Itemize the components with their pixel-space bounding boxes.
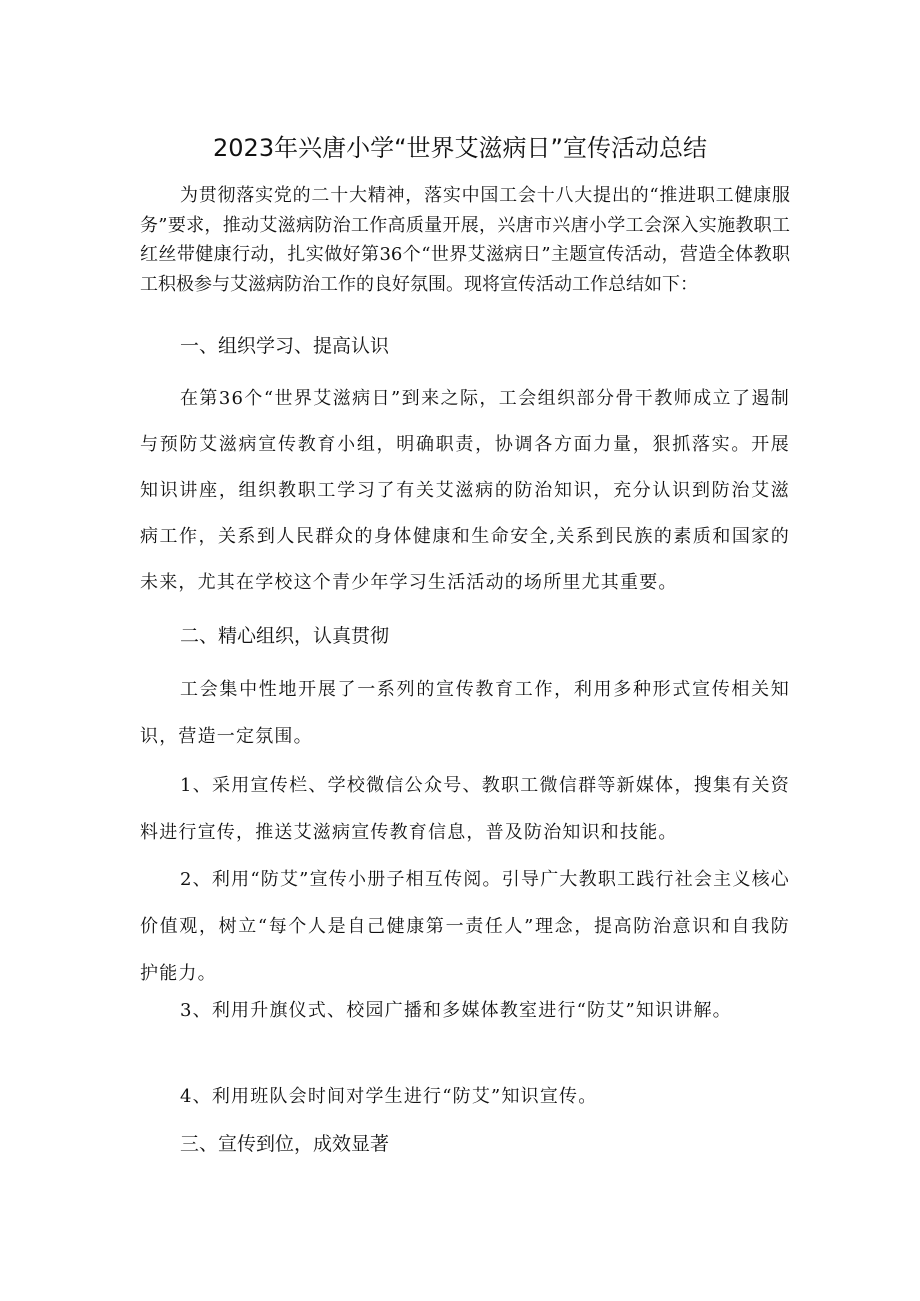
section-heading-2: 二、精心组织，认真贯彻 [180, 625, 390, 647]
intro-paragraph: 为贯彻落实党的二十大精神，落实中国工会十八大提出的“推进职工健康服务”要求，推动艾滋病防治工作高质量开展，兴唐市兴唐小学工会深入实施教职工红丝带健康行动，扎实做好第36个“世界艾滋病日”主题宣传活动，营造全体教职工积极参与艾滋病防治工作的良好氛围。现将宣传活动工作总结如下： [140, 185, 790, 295]
section-heading-3: 三、宣传到位，成效显著 [180, 1133, 390, 1155]
section-2-item-4: 4、利用班队会时间对学生进行“防艾”知识宣传。 [180, 1086, 598, 1107]
section-2-paragraph-intro: 工会集中性地开展了一系列的宣传教育工作，利用多种形式宣传相关知识，营造一定氛围。 [140, 679, 790, 747]
section-2-item-2: 2、利用“防艾”宣传小册子相互传阅。引导广大教职工践行社会主义核心价值观，树立“每个人是自己健康第一责任人”理念，提高防治意识和自我防护能力。 [140, 869, 790, 984]
section-heading-1: 一、组织学习、提高认识 [180, 335, 390, 357]
section-1-paragraph: 在第36个“世界艾滋病日”到来之际，工会组织部分骨干教师成立了遏制与预防艾滋病宣传教育小组，明确职责，协调各方面力量，狠抓落实。开展知识讲座，组织教职工学习了有关艾滋病的防治知识，充分认识到防治艾滋病工作，关系到人民群众的身体健康和生命安全,关系到民族的素质和国家的未来，尤其在学校这个青少年学习生活活动的场所里尤其重要。 [140, 388, 790, 593]
document-title: 2023年兴唐小学“世界艾滋病日”宣传活动总结 [213, 134, 707, 162]
section-2-item-1: 1、采用宣传栏、学校微信公众号、教职工微信群等新媒体，搜集有关资料进行宣传，推送艾滋病宣传教育信息，普及防治知识和技能。 [140, 775, 790, 843]
section-2-item-3: 3、利用升旗仪式、校园广播和多媒体教室进行“防艾”知识讲解。 [180, 1000, 732, 1021]
